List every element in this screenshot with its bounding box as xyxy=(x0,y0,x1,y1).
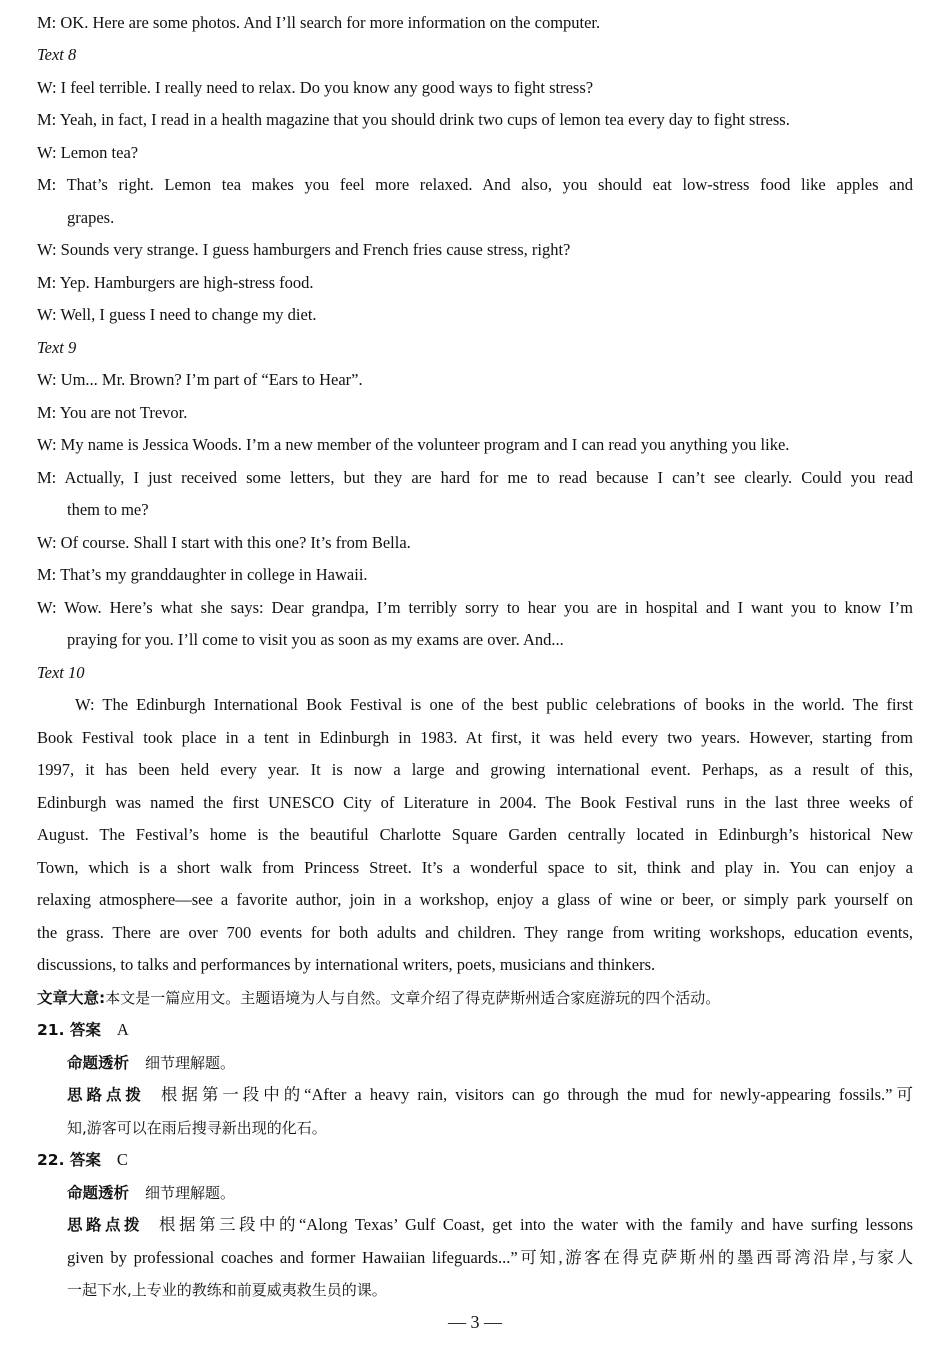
q22-answer-letter: C xyxy=(116,1150,128,1169)
passage-line: Edinburgh was named the first UNESCO City of Literature in 2004. The Book Festival runs in the last three weeks of xyxy=(37,793,913,812)
summary-label: 文章大意: xyxy=(37,989,106,1007)
passage-line: W: The Edinburgh International Book Festival is one of the best public celebrations of books in the world. The first xyxy=(75,695,913,714)
transcript-line: M: That’s my granddaughter in college in Hawaii. xyxy=(37,565,368,584)
summary xyxy=(37,987,913,1009)
q22-hint-line1: 根据第三段中的“Along Texas’ Gulf Coast, get into the water with the family and have surfing lessons xyxy=(159,1215,913,1234)
q22-hint-line3: 一起下水,上专业的教练和前夏威夷救生员的课。 xyxy=(67,1281,387,1299)
q21-hint-line1: 根据第一段中的“After a heavy rain, visitors can go through the mud for newly-appearing fossils.”可 xyxy=(160,1085,913,1104)
transcript-line: W: Wow. Here’s what she says: Dear grandpa, I’m terribly sorry to hear you are in hospital and I want you to know I’m xyxy=(37,598,913,617)
q21-type-label: 命题透析 xyxy=(67,1054,130,1072)
page-number: — 3 — xyxy=(448,1312,502,1332)
passage-line: the grass. There are over 700 events for both adults and children. They range from writing workshops, education events, xyxy=(37,923,913,942)
transcript-line-continued: them to me? xyxy=(67,500,149,519)
summary-text: 本文是一篇应用文。主题语境为人与自然。文章介绍了得克萨斯州适合家庭游玩的四个活动。 xyxy=(105,989,721,1007)
q21-hint-line2: 知,游客可以在雨后搜寻新出现的化石。 xyxy=(67,1119,327,1137)
transcript-line: M: Yeah, in fact, I read in a health magazine that you should drink two cups of lemon tea every day to fight stress. xyxy=(37,110,790,129)
transcript-line: M: Yep. Hamburgers are high-stress food. xyxy=(37,273,314,292)
q22-hint xyxy=(67,1214,913,1236)
transcript-line: W: Um... Mr. Brown? I’m part of “Ears to Hear”. xyxy=(37,370,363,389)
q22-answer xyxy=(37,1149,913,1171)
passage-line: August. The Festival’s home is the beautiful Charlotte Square Garden centrally located in Edinburgh’s historical New xyxy=(37,825,913,844)
q21-answer xyxy=(37,1019,913,1041)
transcript-line-continued: praying for you. I’ll come to visit you as soon as my exams are over. And... xyxy=(67,630,564,649)
transcript-line: M: You are not Trevor. xyxy=(37,403,188,422)
transcript-line: M: OK. Here are some photos. And I’ll search for more information on the computer. xyxy=(37,13,601,32)
text8-heading: Text 8 xyxy=(37,45,77,64)
passage-line: discussions, to talks and performances by international writers, poets, musicians and thinkers. xyxy=(37,955,656,974)
transcript-line: W: Lemon tea? xyxy=(37,143,139,162)
transcript-line: M: Actually, I just received some letters, but they are hard for me to read because I can’t see clearly. Could you read xyxy=(37,468,913,487)
transcript-line: W: I feel terrible. I really need to relax. Do you know any good ways to fight stress? xyxy=(37,78,594,97)
q21-answer-letter: A xyxy=(116,1020,129,1039)
text10-heading: Text 10 xyxy=(37,663,85,682)
q22-hint-line2: given by professional coaches and former Hawaiian lifeguards...”可知,游客在得克萨斯州的墨西哥湾沿岸,与家人 xyxy=(67,1248,913,1267)
transcript-line: W: My name is Jessica Woods. I’m a new member of the volunteer program and I can read you anything you like. xyxy=(37,435,790,454)
q22-type xyxy=(67,1182,913,1204)
transcript-line: W: Sounds very strange. I guess hamburgers and French fries cause stress, right? xyxy=(37,240,571,259)
q22-type-text: 细节理解题。 xyxy=(145,1184,236,1202)
transcript-line: W: Of course. Shall I start with this one? It’s from Bella. xyxy=(37,533,411,552)
transcript-line: W: Well, I guess I need to change my diet. xyxy=(37,305,317,324)
q21-heading: 21. 答案 xyxy=(37,1021,101,1039)
passage-line: 1997, it has been held every year. It is now a large and growing international event. Perhaps, as a result of this, xyxy=(37,760,913,779)
passage-line: Town, which is a short walk from Princess Street. It’s a wonderful space to sit, think and play in. You can enjoy a xyxy=(37,858,913,877)
passage-line: relaxing atmosphere—see a favorite author, join in a workshop, enjoy a glass of wine or beer, or simply park yourself on xyxy=(37,890,913,909)
q21-type xyxy=(67,1052,913,1074)
transcript-line: M: That’s right. Lemon tea makes you feel more relaxed. And also, you should eat low-stress food like apples and xyxy=(37,175,913,194)
q21-hint-label: 思路点拨 xyxy=(67,1086,145,1104)
q21-hint xyxy=(67,1084,913,1106)
q22-type-label: 命题透析 xyxy=(67,1184,130,1202)
passage-line: Book Festival took place in a tent in Edinburgh in 1983. At first, it was held every two years. However, starting from xyxy=(37,728,913,747)
text9-heading: Text 9 xyxy=(37,338,77,357)
q21-type-text: 细节理解题。 xyxy=(145,1054,236,1072)
q22-heading: 22. 答案 xyxy=(37,1151,101,1169)
transcript-line-continued: grapes. xyxy=(67,208,115,227)
q22-hint-label: 思路点拨 xyxy=(67,1216,143,1234)
